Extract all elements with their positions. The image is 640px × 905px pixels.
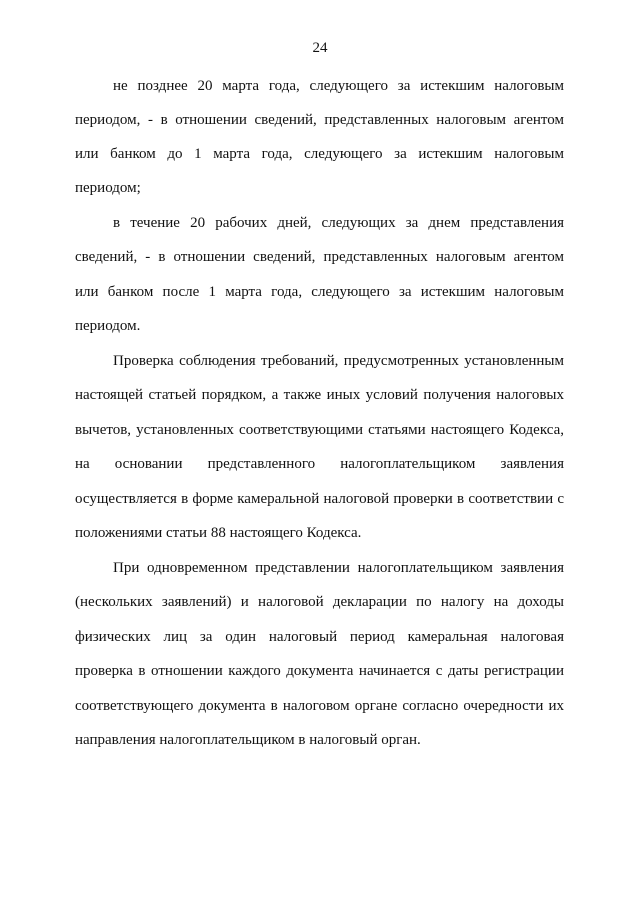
- page-number: 24: [312, 40, 328, 56]
- paragraph-1-line-2: периодом, - в отношении сведений, представленных налоговым агентом: [75, 112, 564, 128]
- paragraph-4-line-1: При одновременном представлении налогоплательщиком заявления: [113, 560, 564, 576]
- paragraph-2-line-1: в течение 20 рабочих дней, следующих за днем представления: [113, 215, 564, 231]
- paragraph-1-line-1: не позднее 20 марта года, следующего за истекшим налоговым: [113, 78, 564, 94]
- paragraph-4-line-2: (нескольких заявлений) и налоговой декларации по налогу на доходы: [75, 594, 564, 610]
- paragraph-3-line-6: положениями статьи 88 настоящего Кодекса.: [75, 525, 362, 541]
- paragraph-3-line-3: вычетов, установленных соответствующими статьями настоящего Кодекса,: [75, 422, 564, 438]
- paragraph-2-line-3: или банком после 1 марта года, следующего за истекшим налоговым: [75, 284, 564, 300]
- paragraph-2-line-4: периодом.: [75, 318, 141, 334]
- paragraph-4-line-4: проверка в отношении каждого документа начинается с даты регистрации: [75, 663, 564, 679]
- paragraph-1-line-3: или банком до 1 марта года, следующего за истекшим налоговым: [75, 146, 564, 162]
- paragraph-3-line-2: настоящей статьей порядком, а также иных условий получения налоговых: [75, 387, 564, 403]
- paragraph-4-line-6: направления налогоплательщиком в налоговый орган.: [75, 732, 421, 748]
- paragraph-3-line-4: на основании представленного налогоплательщиком заявления: [75, 456, 564, 472]
- paragraph-4-line-3: физических лиц за один налоговый период камеральная налоговая: [75, 629, 564, 645]
- paragraph-3-line-5: осуществляется в форме камеральной налоговой проверки в соответствии с: [75, 491, 564, 507]
- paragraph-3-line-1: Проверка соблюдения требований, предусмотренных установленным: [113, 353, 564, 369]
- paragraph-2-line-2: сведений, - в отношении сведений, представленных налоговым агентом: [75, 249, 564, 265]
- paragraph-4-line-5: соответствующего документа в налоговом органе согласно очередности их: [75, 698, 564, 714]
- paragraph-1-line-4: периодом;: [75, 180, 141, 196]
